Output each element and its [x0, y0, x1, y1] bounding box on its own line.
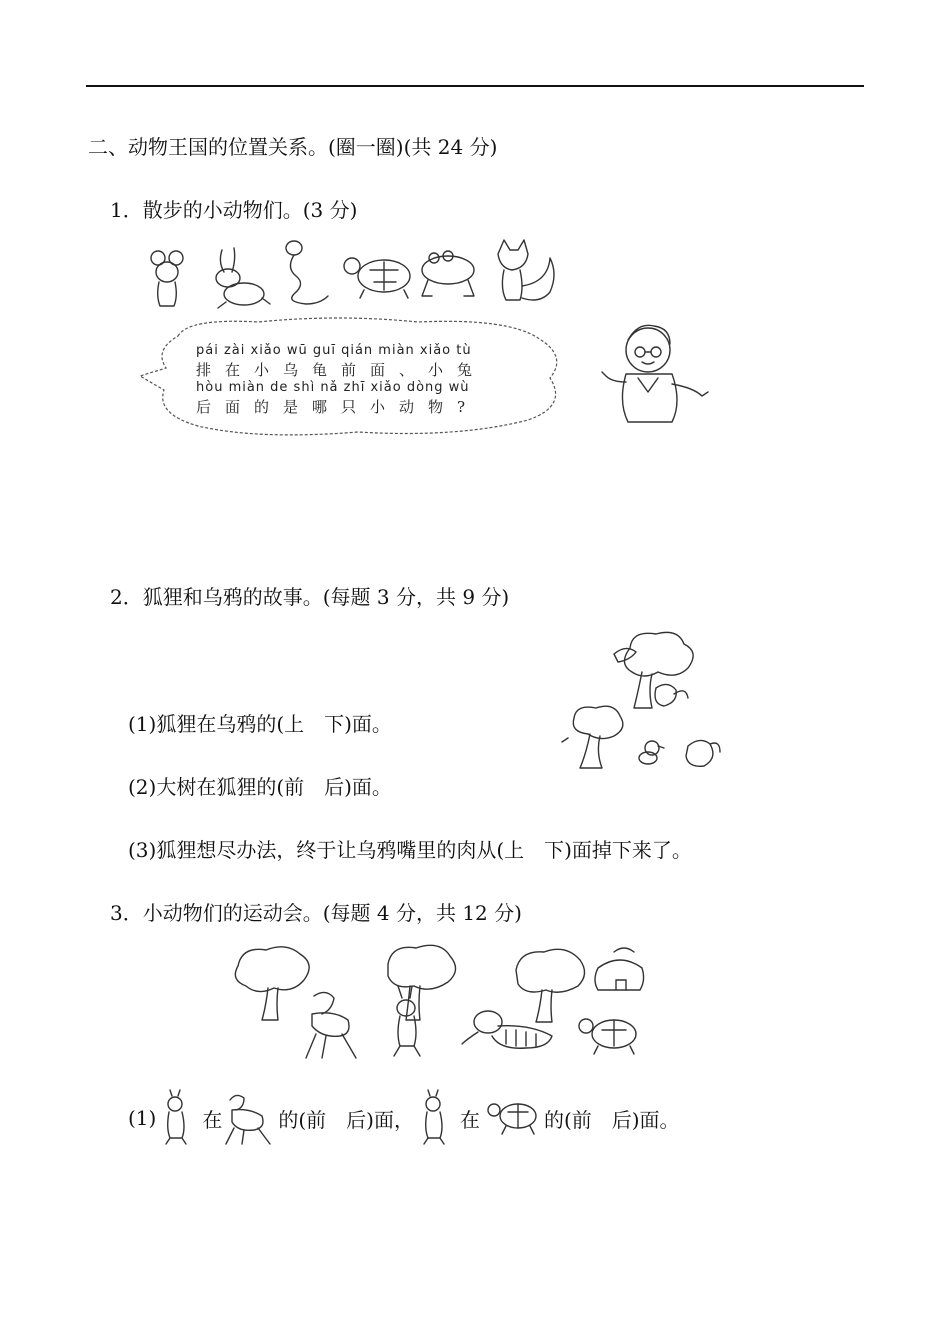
- q3-item-1: [128, 1088, 680, 1148]
- section-heading: 二、动物王国的位置关系。(圈一圈)(共 24 分): [88, 135, 498, 159]
- tree-2: [388, 945, 456, 1020]
- rabbit-inline-icon: [156, 1090, 196, 1146]
- q3-title: 3．小动物们的运动会。(每题 4 分，共 12 分): [110, 901, 522, 925]
- bubble-pinyin-line1: pái zài xiǎo wū guī qián miàn xiǎo tù: [196, 343, 472, 358]
- top-rule: [86, 85, 864, 87]
- sports-meet-figure: [230, 940, 660, 1064]
- q3-item1-num: (1): [128, 1106, 157, 1130]
- boy-figure: [598, 322, 738, 428]
- tiger: [462, 1011, 552, 1048]
- q2-title: 2．狐狸和乌鸦的故事。(每题 3 分，共 9 分): [110, 585, 510, 609]
- upper-tree: [614, 632, 693, 708]
- q2-item-3: (3)狐狸想尽办法，终于让乌鸦嘴里的肉从(上 下)面掉下来了。: [128, 838, 692, 862]
- rabbit-runner: [394, 986, 420, 1056]
- lower-fox: [686, 740, 720, 766]
- turtle-inline-icon: [484, 1090, 544, 1146]
- q3-item1-zai1: 在: [202, 1107, 223, 1132]
- bubble-pinyin-line2: hòu miàn de shì nǎ zhī xiǎo dòng wù: [196, 380, 470, 395]
- snake-figure: [286, 241, 328, 304]
- q3-item1-end: 的(前 后)面。: [543, 1107, 680, 1132]
- house: [595, 948, 644, 990]
- q1-title: 1．散步的小动物们。(3 分): [110, 198, 358, 222]
- frog-figure: [422, 251, 474, 296]
- deer-inline-icon: [222, 1090, 278, 1146]
- q3-item1-mid: 的(前 后)面，: [278, 1107, 414, 1132]
- upper-fox: [655, 684, 688, 706]
- bubble-hanzi-line1: 排在小乌龟前面、小兔: [196, 361, 487, 379]
- lower-crow: [639, 741, 664, 764]
- q1-animals-row: [140, 238, 580, 310]
- q3-item1-zai2: 在: [459, 1107, 480, 1132]
- fox-crow-figure: [560, 628, 730, 774]
- mouse-figure: [151, 251, 183, 306]
- tree-1: [235, 947, 309, 1020]
- fox-figure: [498, 240, 554, 300]
- bubble-hanzi-line2: 后面的是哪只小动物?: [196, 398, 480, 416]
- turtle-runner: [579, 1019, 636, 1054]
- q2-item-2: (2)大树在狐狸的(前 后)面。: [128, 775, 392, 799]
- rabbit-figure: [216, 248, 270, 308]
- lower-tree: [562, 706, 623, 768]
- deer: [306, 992, 356, 1058]
- tree-3: [516, 949, 585, 1022]
- turtle-figure: [344, 258, 410, 298]
- rabbit-inline-icon-2: [414, 1090, 454, 1146]
- q2-item-1: (1)狐狸在乌鸦的(上 下)面。: [128, 712, 392, 736]
